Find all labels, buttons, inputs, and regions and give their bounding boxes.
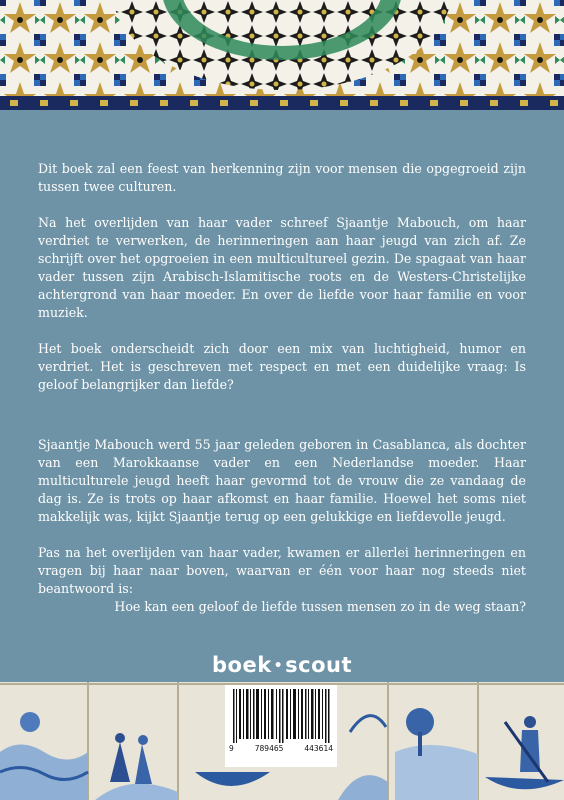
isbn-group-1: 789465: [254, 744, 284, 753]
blurb-paragraph: Dit boek zal een feest van herkenning zijn voor mensen die opgegroeid zijn tussen twee culturen.: [38, 161, 526, 194]
book-blurb: [38, 160, 526, 412]
isbn-number: [225, 744, 337, 753]
publisher-logo: [0, 653, 564, 677]
zellige-mosaic-header: [0, 0, 564, 110]
publisher-logo-part2: scout: [285, 653, 352, 677]
blurb-paragraph: Het boek onderscheidt zich door een mix van luchtigheid, humor en verdriet. Het is geschreven met respect en met een duidelijke vraag: Is geloof belangrijker dan liefde?: [38, 341, 526, 392]
barcode-icon: [225, 685, 337, 745]
isbn-barcode: [225, 685, 337, 767]
bio-paragraph: Sjaantje Mabouch werd 55 jaar geleden geboren in Casablanca, als dochter van een Marokkaanse vader en een Nederlandse moeder. Haar multiculturele jeugd heeft haar gevormd tot de vrouw die ze vandaag de dag is. Ze is trots op haar afkomst en haar familie. Hoewel het soms niet makkelijk was, kijkt Sjaantje terug op een gelukkige en liefdevolle jeugd.: [38, 437, 526, 524]
author-bio: [38, 436, 526, 634]
bio-closing-question: Hoe kan een geloof de liefde tussen mensen zo in de weg staan?: [114, 599, 526, 614]
publisher-logo-dot: •: [273, 658, 284, 674]
blurb-paragraph: Na het overlijden van haar vader schreef Sjaantje Mabouch, om haar verdriet te verwerken, de herinneringen aan haar jeugd van zich af. Ze schrijft over het opgroeien in een multicultureel gezin. De spagaat van haar vader tussen zijn Arabisch-Islamitische roots en de Westers-Christelijke achtergrond van haar moeder. En over de liefde voor haar familie en voor muziek.: [38, 215, 526, 320]
isbn-prefix: 9: [229, 744, 234, 753]
isbn-group-2: 443614: [304, 744, 333, 753]
publisher-logo-part1: boek: [212, 653, 272, 677]
bio-paragraph: Pas na het overlijden van haar vader, kwamen er allerlei herinneringen en vragen bij haar naar boven, waarvan er één voor haar nog steeds niet beantwoord is:: [38, 545, 526, 596]
